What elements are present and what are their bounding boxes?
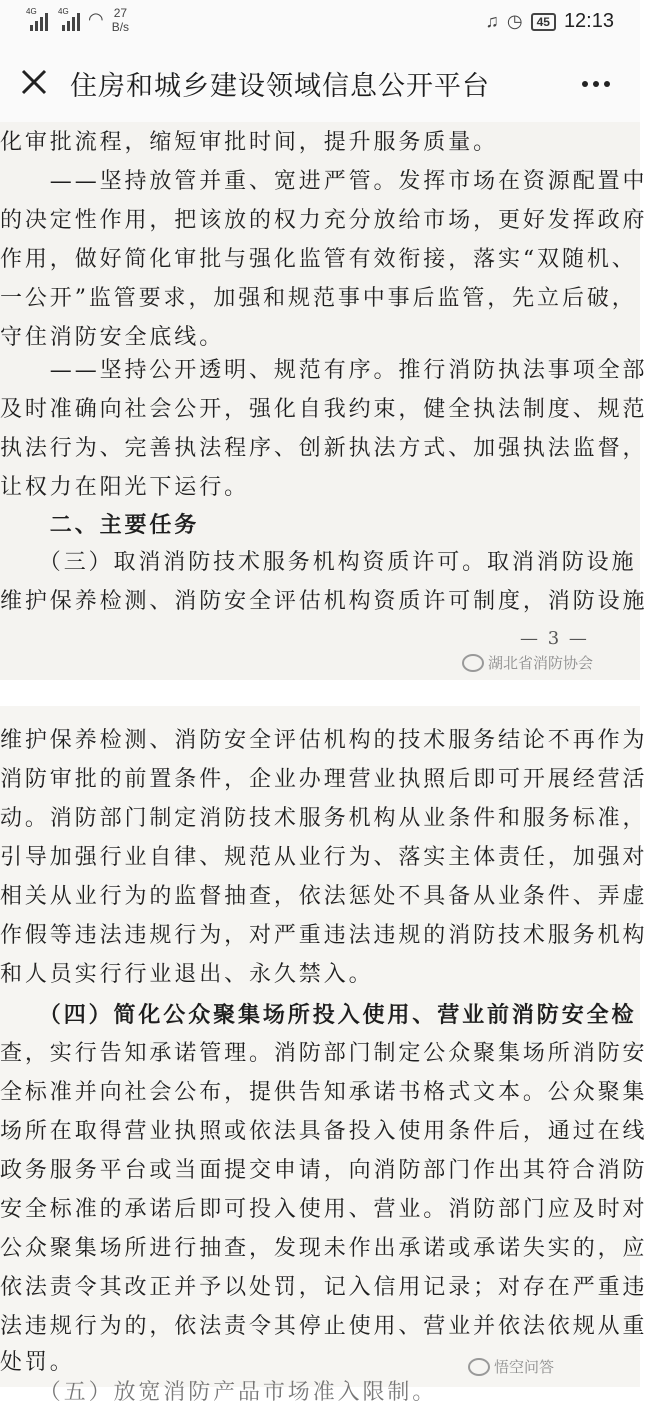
doc-line: 一公开”监管要求，加强和规范事中事后监管，先立后破，	[0, 286, 637, 311]
doc-line: 执法行为、完善执法程序、创新执法方式、加强执法监督，	[0, 436, 647, 461]
close-button[interactable]	[16, 64, 52, 100]
doc-line: 依法责令其改正并予以处罚，记入信用记录；对存在严重违	[0, 1275, 647, 1300]
doc-line: 及时准确向社会公开，强化自我约束，健全执法制度、规范	[0, 397, 647, 422]
watermark-text: 悟空问答	[494, 1358, 555, 1376]
document-image-2	[0, 706, 647, 1405]
more-dot-icon	[604, 81, 610, 87]
doc-line: ——坚持放管并重、宽进严管。发挥市场在资源配置中	[0, 169, 647, 194]
more-dot-icon	[593, 81, 599, 87]
wifi-icon: ◠	[88, 9, 104, 30]
page-title: 住房和城乡建设领域信息公开平台	[70, 71, 490, 102]
doc-line: 相关从业行为的监督抽查，依法惩处不具备从业条件、弄虚	[0, 884, 647, 909]
doc-line: 维护保养检测、消防安全评估机构的技术服务结论不再作为	[0, 728, 647, 753]
doc-line: 全标准并向社会公布，提供告知承诺书格式文本。公众聚集	[0, 1080, 647, 1105]
doc-line: 作用，做好简化审批与强化监管有效衔接，落实“双随机、	[0, 247, 637, 272]
doc-line: 引导加强行业自律、规范从业行为、落实主体责任，加强对	[0, 845, 647, 870]
speed-value: 27	[113, 6, 128, 20]
sim1-label: 4G	[26, 7, 37, 16]
doc-line: （五）放宽消防产品市场准入限制。	[0, 1380, 438, 1405]
doc-line: ——坚持公开透明、规范有序。推行消防执法事项全部	[0, 358, 647, 383]
doc-line: 让权力在阳光下运行。	[0, 475, 250, 500]
doc-line: 查，实行告知承诺管理。消防部门制定公众聚集场所消防安	[0, 1041, 647, 1066]
doc-line: 动。消防部门制定消防技术服务机构从业条件和服务标准，	[0, 806, 647, 831]
alarm-icon: ◷	[506, 11, 523, 31]
doc-line: 公众聚集场所进行抽查，发现未作出承诺或承诺失实的，应	[0, 1236, 647, 1261]
doc-line: 处罚。	[0, 1350, 75, 1375]
image-separator	[0, 680, 640, 706]
doc-line: 政务服务平台或当面提交申请，向消防部门作出其符合消防	[0, 1158, 647, 1183]
section-heading: 二、主要任务	[0, 512, 200, 538]
doc-line: 安全标准的承诺后即可投入使用、营业。消防部门应及时对	[0, 1197, 647, 1222]
signal-icon	[26, 7, 48, 31]
sim2-label: 4G	[58, 7, 69, 16]
battery-icon: 45	[531, 13, 556, 31]
doc-line: 作假等违法违规行为，对严重违法违规的消防技术服务机构	[0, 923, 647, 948]
doc-line: 化审批流程，缩短审批时间，提升服务质量。	[0, 130, 499, 155]
wechat-icon	[462, 654, 484, 672]
speed-unit: B/s	[111, 20, 130, 34]
more-menu-button[interactable]	[578, 70, 614, 98]
signal-icon-2	[58, 7, 80, 31]
section-heading: （四）简化公众聚集场所投入使用、营业前消防安全检	[0, 1002, 637, 1028]
doc-line: 的决定性作用，把该放的权力充分放给市场，更好发挥政府	[0, 208, 647, 233]
title-bar	[0, 44, 640, 122]
close-icon	[16, 64, 52, 100]
clock: 12:13	[563, 10, 614, 32]
doc-line: 消防审批的前置条件，企业办理营业执照后即可开展经营活	[0, 767, 647, 792]
doc-line: 和人员实行行业退出、永久禁入。	[0, 962, 374, 987]
document-image-1	[0, 122, 647, 680]
doc-line: 场所在取得营业执照或依法具备投入使用条件后，通过在线	[0, 1119, 647, 1144]
doc-line: 守住消防安全底线。	[0, 325, 225, 350]
doc-line: 维护保养检测、消防安全评估机构资质许可制度，消防设施	[0, 589, 647, 614]
watermark-text: 湖北省消防协会	[488, 654, 594, 672]
page-number: — 3 —	[520, 628, 589, 649]
network-speed	[112, 6, 129, 34]
headset-icon: ♫	[485, 11, 499, 31]
wukong-logo-icon	[468, 1358, 490, 1376]
more-dot-icon	[582, 81, 588, 87]
doc-line: 法违规行为的，依法责令其停止使用、营业并依法依规从重	[0, 1314, 647, 1339]
watermark	[462, 652, 593, 673]
doc-line: （三）取消消防技术服务机构资质许可。取消消防设施	[0, 550, 637, 575]
watermark	[468, 1356, 554, 1377]
status-bar	[0, 0, 640, 44]
